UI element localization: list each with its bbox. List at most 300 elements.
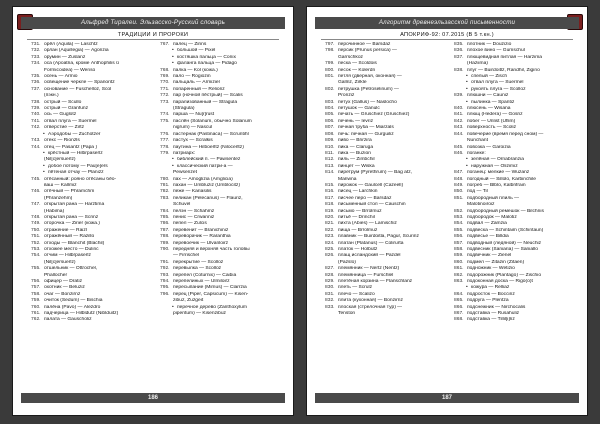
entry-text: отверстие — Zirtz xyxy=(44,125,85,131)
entry-number: 868. xyxy=(454,317,464,323)
entry-text: песок — Kolerdn xyxy=(338,67,376,73)
entry-number: 758. xyxy=(31,291,41,297)
entry-text: погодный — Sillolo, Karbinchile xyxy=(467,176,537,182)
dictionary-entry xyxy=(160,311,283,317)
entry-text: песка — Scoldois xyxy=(338,61,377,67)
entry-text: поганке: xyxy=(467,150,486,156)
entry-text: плюшни — Cauniz xyxy=(467,93,509,99)
entry-text: пища — Brrolmuz xyxy=(338,227,378,233)
entry-text: zibuz, Zuzgeit xyxy=(173,298,204,304)
entry-text: ваш — Kallmiz xyxy=(44,182,77,188)
entry-text: пирожок — Gaulcell (Cazeell) xyxy=(338,182,404,188)
right-column-1 xyxy=(325,42,448,392)
entry-text: плющевидная питлая — Harzima xyxy=(467,54,543,60)
entry-text: пересыпание (Mimus) — Clarrzia xyxy=(173,285,247,291)
entry-text: плуг — Buirdoitlz, Randhil, Zigino xyxy=(467,67,540,73)
entry-number: 840. xyxy=(454,106,464,112)
entry-number: 839. xyxy=(454,93,464,99)
entry-text: плотник — Douzizio xyxy=(467,42,512,47)
entry-text: подставка — Tillil[i]riz xyxy=(467,317,515,323)
entry-number: 802. xyxy=(325,86,335,92)
entry-text: пиретрум (Pyrethrum) — Bag atz, xyxy=(338,170,413,176)
entry-text: ось — Guglotz xyxy=(44,112,77,118)
entry-number: 759. xyxy=(31,298,41,304)
entry-text: пенис — Crwanniz xyxy=(173,214,215,220)
entry-text: зелёная — Ornabranzia xyxy=(471,157,524,163)
entry-text: фаланга пальца — Pidago xyxy=(177,61,237,67)
entry-number: 823. xyxy=(325,234,335,240)
entry-text: плащ исландский — Pazdel xyxy=(338,253,401,259)
entry-number: 736. xyxy=(31,80,41,86)
entry-number: 749. xyxy=(31,221,41,227)
entry-text: Nunchant xyxy=(467,138,488,144)
entry-text: отвал плуга — Suermel xyxy=(471,80,524,86)
entry-number: 780. xyxy=(160,176,170,182)
entry-number: 775. xyxy=(160,118,170,124)
entry-text: Pronziz xyxy=(338,93,355,99)
entry-text: отекс — Rionzls xyxy=(44,138,80,144)
entry-number: 812. xyxy=(325,157,335,163)
entry-text: (Nil[c]ersuerlz) xyxy=(44,157,76,163)
right-page-subheader: АПОКРИФ-92: 07.2015 (В 5 т.кн.) xyxy=(321,32,573,40)
entry-text: подросток — Boccinz xyxy=(467,291,515,297)
entry-text: повозка — Garoizia xyxy=(467,144,511,150)
entry-number: 851. xyxy=(454,195,464,201)
entry-text: пахан — Umbluziz (Umblocitz) xyxy=(173,182,240,188)
entry-number: 832. xyxy=(325,298,335,304)
entry-text: подбородный ремешок — Bilchnis xyxy=(467,208,544,214)
right-page-number: 187 xyxy=(315,393,579,403)
entry-number: 793. xyxy=(160,272,170,278)
entry-text: подбородный плиль — xyxy=(467,195,520,201)
dictionary-entry xyxy=(160,61,283,67)
entry-text: пелэн — Schahmz xyxy=(173,208,215,214)
entry-text: отходы — Blanchit (Blachil) xyxy=(44,240,105,246)
entry-number: 754. xyxy=(31,253,41,259)
entry-text: племянник — Nertz (Nentz) xyxy=(338,266,400,272)
entry-number: 799. xyxy=(325,61,335,67)
entry-text: палец — Zirins xyxy=(173,42,207,47)
entry-text: офицер — Dratiz xyxy=(44,279,83,285)
entry-text: пар (ночной пёстрый) — Scalis xyxy=(173,93,243,99)
entry-text: перечное дерево (Zanthoxylum xyxy=(177,304,247,310)
right-page-header: Алгоритм древнеэльзасской письменности xyxy=(315,17,579,29)
entry-text: пах — Amoglizia (Amglicia) xyxy=(173,176,233,182)
dictionary-entry xyxy=(454,87,577,93)
entry-text: патриарх: xyxy=(173,150,196,156)
entry-number: 811. xyxy=(325,150,335,156)
entry-text: плохое вино — Gumschul xyxy=(467,48,525,54)
entry-text: (Phranzehm) xyxy=(44,195,73,201)
entry-text: подвеска — Schintaim (Schintaun) xyxy=(467,227,544,233)
entry-text: плавник — Buirdoitla, Pagur, Scurinz xyxy=(338,234,419,240)
entry-number: 752. xyxy=(31,240,41,246)
entry-number: 801. xyxy=(325,74,335,80)
dictionary-entry xyxy=(160,164,283,170)
entry-text: освещение черкле — Spanoritz xyxy=(44,80,115,86)
entry-text: орлан (Aquillegia) — Agonzia xyxy=(44,48,109,54)
entry-text: петушок — Ganulc xyxy=(338,106,380,112)
entry-number: 842. xyxy=(454,118,464,124)
entry-number: 850. xyxy=(454,189,464,195)
entry-number: 789. xyxy=(160,240,170,246)
entry-number: 798. xyxy=(325,48,335,54)
entry-text: перевенит — Branichiniz xyxy=(173,227,229,233)
entry-number: 757. xyxy=(31,285,41,291)
left-page xyxy=(12,6,294,416)
entry-number: 825. xyxy=(325,247,335,252)
entry-text: писчее перо — Barsdaz xyxy=(338,195,392,201)
entry-text: плечо — Scalizo xyxy=(338,291,375,297)
entry-number: 819. xyxy=(325,208,335,214)
entry-text: подбородок — Malotiz xyxy=(467,214,517,220)
entry-text: подснежник — Nirchocalis xyxy=(467,304,526,310)
entry-text: Schuvel xyxy=(173,202,191,208)
entry-text: отхожее место — Dulinc xyxy=(44,247,99,252)
entry-number: 735. xyxy=(31,74,41,80)
entry-text: питьё — Drinchil xyxy=(338,214,375,220)
left-page-subheader: ТРАДИЦИИ И ПРОРОКИ xyxy=(27,32,279,40)
entry-number: 791. xyxy=(160,259,170,265)
entry-number: 835. xyxy=(454,42,464,47)
entry-number: 779. xyxy=(160,150,170,156)
entry-text: Formicoidea) — Wenso xyxy=(44,67,96,73)
entry-number: 841. xyxy=(454,112,464,118)
entry-text: подвесник (Saniaria) — Saniallo xyxy=(467,247,538,252)
dictionary-entry xyxy=(31,132,154,138)
entry-number: 866. xyxy=(454,304,464,310)
entry-text: острый — Granfunz xyxy=(44,106,89,112)
entry-text: крёстный — Hilbrpaserlz xyxy=(48,150,103,156)
entry-number: 746. xyxy=(31,189,41,195)
entry-number: 745. xyxy=(31,176,41,182)
entry-number: 844. xyxy=(454,131,464,137)
entry-number: 790. xyxy=(160,247,170,252)
entry-text: печь: печная — Gurguiliz xyxy=(338,131,394,137)
entry-text: спелый — Zisch xyxy=(471,74,508,80)
entry-number: 824. xyxy=(325,240,335,246)
entry-text: отец — Pasantz (Papa ) xyxy=(44,144,97,150)
entry-text: пика — Buzion xyxy=(338,150,371,156)
entry-number: 732. xyxy=(31,48,41,54)
entry-text: костяшка пальца — Conix xyxy=(177,54,236,60)
entry-text: поверхность — Scoliz xyxy=(467,125,517,131)
entry-text: кожура — Relliaz xyxy=(471,285,510,291)
entry-number: 792. xyxy=(160,266,170,272)
entry-text: очиток (Sedum) — Bischia xyxy=(44,298,103,304)
entry-text: отражённый — Razillo xyxy=(44,234,95,240)
entry-number: 837. xyxy=(454,54,464,60)
entry-number: 778. xyxy=(160,144,170,150)
entry-text: пальцаль — Armiziel xyxy=(173,80,220,86)
entry-number: 814. xyxy=(325,170,335,176)
entry-number: 751. xyxy=(31,234,41,240)
entry-number: 809. xyxy=(325,138,335,144)
entry-number: 836. xyxy=(454,48,464,54)
entry-text: палка — Kol (кожа.) xyxy=(173,67,218,73)
entry-number: 773. xyxy=(160,99,170,105)
entry-text: наружная — Olizimiz xyxy=(471,163,518,169)
entry-text: подорожник (Plantago) — Zischio xyxy=(467,272,542,278)
entry-text: подножник — Wetizio xyxy=(467,266,515,272)
entry-number: 741. xyxy=(31,118,41,124)
entry-number: 768. xyxy=(160,67,170,73)
dictionary-entry xyxy=(160,305,283,311)
left-column-1 xyxy=(31,42,154,392)
entry-number: 805. xyxy=(325,112,335,118)
entry-text: (Haziima) xyxy=(467,61,488,67)
entry-number: 748. xyxy=(31,214,41,220)
entry-text: пиль — Zimbchil xyxy=(338,157,375,163)
entry-number: 788. xyxy=(160,234,170,240)
entry-number: 772. xyxy=(160,93,170,99)
entry-text: перепел (Coturnix) — Caibia xyxy=(173,272,237,278)
entry-text: парша — Nu[r]rust xyxy=(173,112,215,118)
entry-text: добое потому — Pau[e]ers xyxy=(48,163,108,169)
entry-text: подвал — Zamzia xyxy=(467,221,507,227)
entry-text: погреб — Blblo, Kalbrifrain xyxy=(467,182,526,188)
entry-text: острый — Scullo xyxy=(44,99,82,105)
entry-number: 755. xyxy=(31,266,41,272)
entry-number: 858. xyxy=(454,247,464,252)
entry-number: 797. xyxy=(325,42,335,47)
entry-text: nigrum) — Nascul xyxy=(173,125,213,131)
entry-number: 769. xyxy=(160,74,170,80)
entry-text: Gallnz, Zirkle xyxy=(338,80,367,86)
entry-number: 813. xyxy=(325,163,335,169)
entry-text: подставка — Rusahuliz xyxy=(467,311,520,317)
entry-number: 806. xyxy=(325,118,335,124)
entry-text: подводный (ледяной) — Neuchiz xyxy=(467,240,542,246)
entry-number: 830. xyxy=(325,285,335,291)
entry-text: открытая рана — Harztima xyxy=(44,202,105,208)
entry-number: 734. xyxy=(31,61,41,67)
entry-text: платок — Holbutz xyxy=(338,247,378,252)
entry-number: 848. xyxy=(454,176,464,182)
entry-text: отвал плуга — Suermel xyxy=(44,118,97,124)
entry-number: 845. xyxy=(454,144,464,150)
entry-number: 856. xyxy=(454,234,464,240)
entry-number: 857. xyxy=(454,240,464,246)
entry-number: 849. xyxy=(454,182,464,188)
entry-number: 865. xyxy=(454,298,464,304)
entry-number: 742. xyxy=(31,125,41,131)
entry-text: (пэкн.) xyxy=(44,93,59,99)
entry-number: 753. xyxy=(31,247,41,252)
entry-number: 783. xyxy=(160,195,170,201)
entry-number: 821. xyxy=(325,221,335,227)
entry-number: 731. xyxy=(31,42,41,47)
entry-number: 774. xyxy=(160,112,170,118)
entry-text: петрушка (Petroselinum) — xyxy=(338,86,399,92)
entry-number: 864. xyxy=(454,291,464,297)
entry-text: Phallocher xyxy=(44,272,68,278)
entry-text: палата — Gauscholiz xyxy=(44,317,92,323)
entry-number: 862. xyxy=(454,272,464,278)
entry-text: Pewsenzet xyxy=(173,170,197,176)
entry-text: осень — Armio xyxy=(44,74,78,80)
entry-number: 807. xyxy=(325,125,335,131)
entry-number: 827. xyxy=(325,266,335,272)
dictionary-entry xyxy=(454,285,577,291)
entry-text: персик (Prunus persica) — xyxy=(338,48,397,54)
entry-text: открытая рана — Scrinz xyxy=(44,214,99,220)
entry-number: 810. xyxy=(325,144,335,150)
entry-text: печная труба — Miarzals xyxy=(338,125,394,131)
entry-number: 859. xyxy=(454,253,464,259)
entry-text: пало — Rogiozin xyxy=(173,74,211,80)
dictionary-entry xyxy=(31,317,154,323)
entry-text: отёсанный: рояно отёсаны бёо- xyxy=(44,176,117,182)
entry-number: 854. xyxy=(454,221,464,227)
entry-number: 796. xyxy=(160,291,170,297)
entry-number: 800. xyxy=(325,67,335,73)
entry-text: подвесье — Billdia xyxy=(467,234,509,240)
entry-text: охотник — Beluziz xyxy=(44,285,85,291)
entry-text: переворачик — Raranthia xyxy=(173,234,231,240)
entry-number: 756. xyxy=(31,279,41,285)
entry-text: (Pazslo) xyxy=(338,259,356,265)
entry-number: 740. xyxy=(31,112,41,118)
entry-text: библейский п. — Pawsentez xyxy=(177,157,241,163)
entry-text: рукоять плуга — Scolloz xyxy=(471,86,526,92)
entry-text: (Stragula) xyxy=(173,106,195,112)
entry-number: 852. xyxy=(454,208,464,214)
entry-text: основание — Fuschelloz, Scol xyxy=(44,86,112,92)
entry-text: перочинное — Barsdaz xyxy=(338,42,391,47)
entry-number: 855. xyxy=(454,227,464,233)
entry-number: 782. xyxy=(160,189,170,195)
entry-number: 853. xyxy=(454,214,464,220)
right-column-2 xyxy=(454,42,577,392)
entry-text: орёл (Aquila) — Laschtz xyxy=(44,42,98,47)
dictionary-entry xyxy=(454,100,577,106)
entry-number: 803. xyxy=(325,99,335,105)
entry-text: piperitum) — Kisenzibuz xyxy=(173,311,227,317)
entry-number: 770. xyxy=(160,80,170,86)
entry-text: (Habima) xyxy=(44,208,65,214)
entry-text: очаг — Bonzirnz xyxy=(44,291,81,297)
entry-number: 785. xyxy=(160,214,170,220)
entry-text: классический патри-а — xyxy=(177,163,233,169)
entry-number: 776. xyxy=(160,131,170,137)
entry-text: (Nil[c]ersuerlz) xyxy=(44,259,76,265)
entry-number: 829. xyxy=(325,279,335,285)
entry-number: 738. xyxy=(31,99,41,105)
entry-text: перец (Piper, Capsicum) — Kisen- xyxy=(173,291,249,297)
entry-number: 760. xyxy=(31,304,41,310)
entry-text: плюсень — Wisana xyxy=(467,106,511,112)
entry-text: падчерица — Hilbldutz (Niblduitz) xyxy=(44,311,119,317)
entry-number: 744. xyxy=(31,144,41,150)
entry-text: Аэродобы — Zuchotzer xyxy=(48,131,101,137)
entry-number: 781. xyxy=(160,182,170,188)
entry-text: пётеная отчау — Planizz xyxy=(48,170,104,176)
entry-text: под — Til xyxy=(467,189,488,195)
entry-number: 737. xyxy=(31,86,41,92)
entry-text: оса (Apoatria, кроме Anthophilis ü xyxy=(44,61,119,67)
entry-number: 860. xyxy=(454,259,464,265)
dictionary-entry xyxy=(325,311,448,317)
dictionary-entry xyxy=(31,151,154,157)
entry-text: палёна (Pavo) — Alezdro xyxy=(44,304,101,310)
entry-number: 808. xyxy=(325,131,335,137)
entry-number: 733. xyxy=(31,54,41,60)
entry-number: 787. xyxy=(160,227,170,233)
entry-number: 818. xyxy=(325,202,335,208)
entry-number: 777. xyxy=(160,138,170,144)
entry-number: 771. xyxy=(160,86,170,92)
entry-text: перевоечик — Ulvanloirz xyxy=(173,240,229,246)
right-page xyxy=(306,6,588,416)
right-page-columns xyxy=(325,42,577,392)
entry-number: 817. xyxy=(325,195,335,201)
entry-number: 838. xyxy=(454,67,464,73)
entry-text: пихта (Abies) — Lamischiz xyxy=(338,221,397,227)
entry-text: орумин — Zuslanz xyxy=(44,54,86,60)
entry-text: плоская (стрелочная тур) — xyxy=(338,304,403,310)
entry-text: попаренный — Relionz xyxy=(173,86,225,92)
entry-text: повечерие (время перед сном) — xyxy=(467,131,544,137)
entry-text: плетёная корзина — Flanschlanz xyxy=(338,279,413,285)
entry-text: оторочка — Zirier (кожа.) xyxy=(44,221,100,227)
entry-text: парализованный — Stragula xyxy=(173,99,238,105)
entry-text: пинцет — Wiska xyxy=(338,163,375,169)
entry-number: 747. xyxy=(31,202,41,208)
entry-text: пиво — Brirzira xyxy=(338,138,372,144)
entry-number: 833. xyxy=(325,304,335,310)
entry-number: 867. xyxy=(454,311,464,317)
entry-number: 816. xyxy=(325,189,335,195)
entry-number: 822. xyxy=(325,227,335,233)
entry-number: 761. xyxy=(31,311,41,317)
entry-number: 767. xyxy=(160,42,170,47)
entry-text: платан (Platanus) — Colirurta xyxy=(338,240,404,246)
entry-text: пылинка — Spantiz xyxy=(471,99,515,105)
entry-text: побег — Unlist (Uflim) xyxy=(467,118,516,124)
entry-text: плющ (Hedera) — Gosriz xyxy=(467,112,523,118)
entry-text: печать — Gruschiez (Gruschiez) xyxy=(338,112,410,118)
entry-text: письмо — Brrolmuz xyxy=(338,208,382,214)
entry-text: писец — Larchkin xyxy=(338,189,378,195)
entry-text: подмел — Zitazin (Zitaen) xyxy=(467,259,525,265)
entry-text: Mariwna xyxy=(338,176,357,182)
entry-number: 795. xyxy=(160,285,170,291)
entry-number: 762. xyxy=(31,317,41,323)
entry-text: петля (дверная, оконная) — xyxy=(338,74,402,80)
entry-number: 861. xyxy=(454,266,464,272)
entry-text: перекрытие — Scolloz xyxy=(173,259,224,265)
entry-text: пастернак (Pastinaca) — Scruntihl xyxy=(173,131,249,137)
entry-number: 739. xyxy=(31,106,41,112)
entry-text: подвечник — Zienel xyxy=(467,253,512,259)
entry-number: 847. xyxy=(454,170,464,176)
entry-text: пеже — Kariasilis xyxy=(173,189,212,195)
dictionary-entry xyxy=(31,170,154,176)
entry-number: 843. xyxy=(454,125,464,131)
entry-text: Tenston xyxy=(338,311,356,317)
entry-text: отчим — Hilbrpaserlz xyxy=(44,253,91,259)
entry-text: подруга — Plentza xyxy=(467,298,509,304)
entry-text: отёчный — Phramchm xyxy=(44,189,95,195)
entry-text: письменный стол — Causchin xyxy=(338,202,406,208)
entry-text: паутина — Hilboerltz (Nilocerltz) xyxy=(173,144,244,150)
entry-text: пепел — Zulcis xyxy=(173,221,207,227)
dictionary-entry xyxy=(454,164,577,170)
entry-text: пика — Claruga xyxy=(338,144,374,150)
left-page-header: Альфред Тиралеи. Эльзасско-Русский словарь xyxy=(21,17,285,29)
entry-text: — Firrischel xyxy=(173,253,200,259)
